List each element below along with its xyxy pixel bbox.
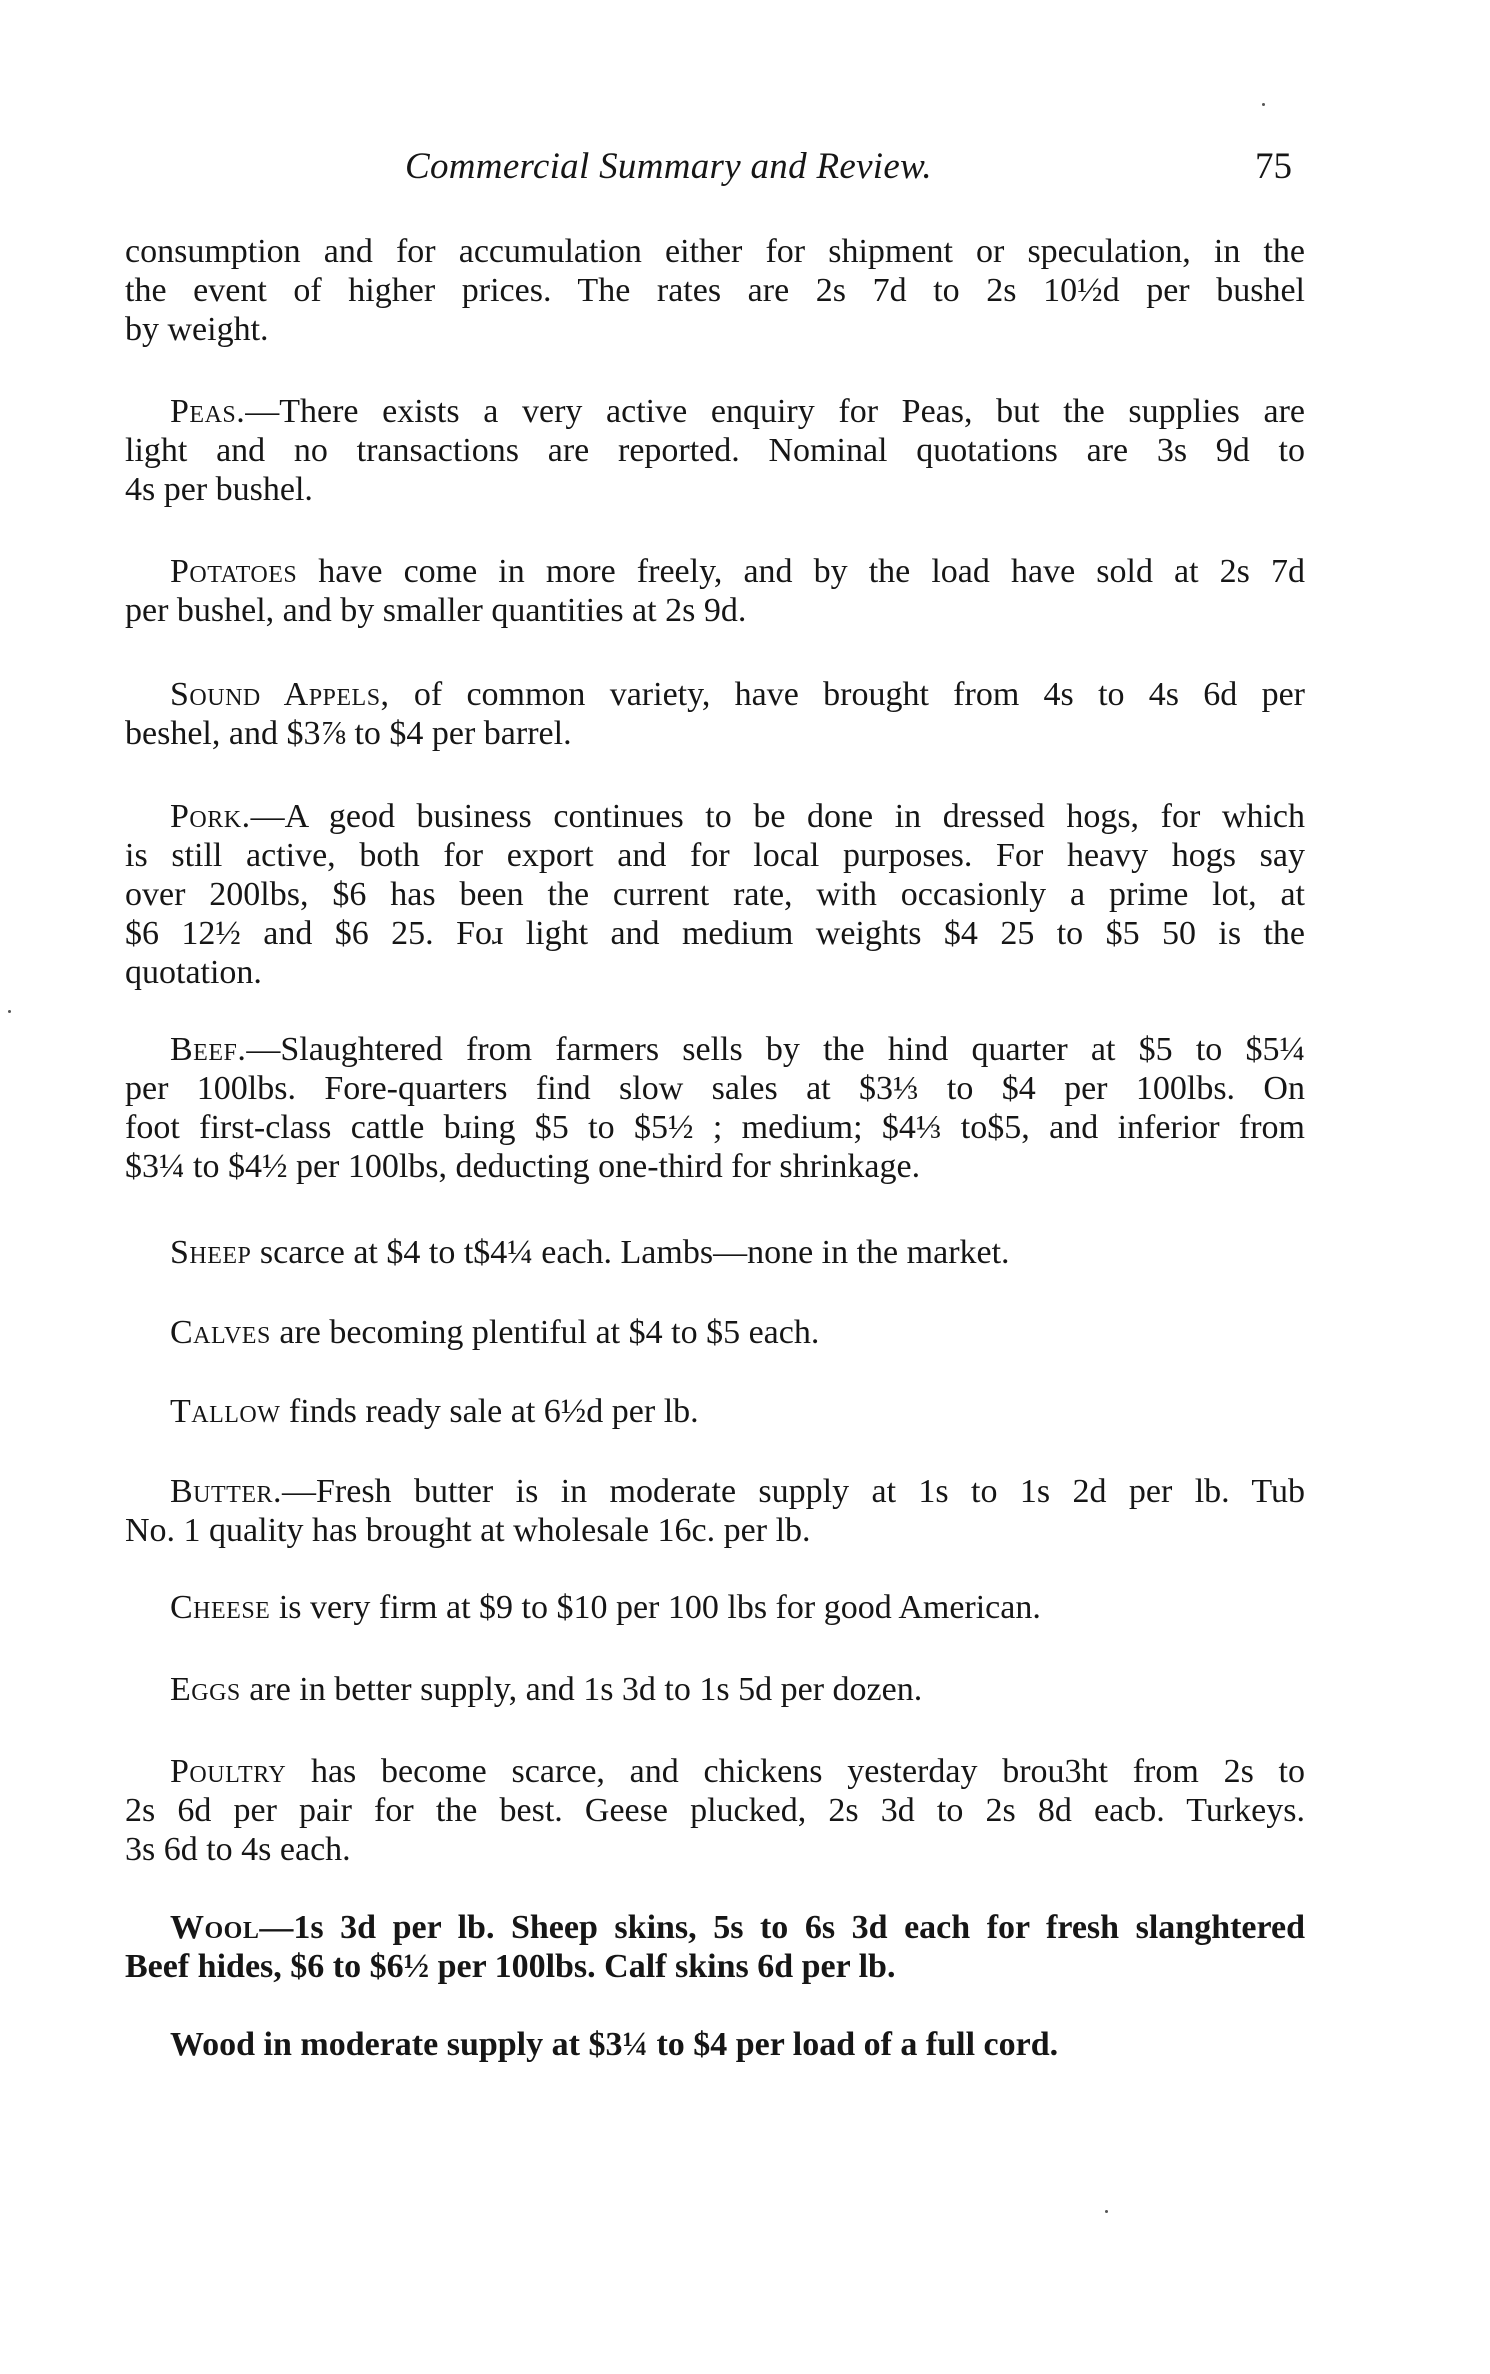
scan-speck — [1105, 2210, 1108, 2213]
paragraph-lead: Butter. — [170, 1473, 282, 1510]
paragraph-lead: Calves — [170, 1314, 271, 1351]
text-line: $6 12½ and $6 25. Foɹ light and medium weights $4 25 to $5 50 is the — [125, 915, 1305, 952]
text-line: —There exists a very active enquiry for Peas, but the supplies are — [245, 393, 1305, 430]
text-line: have come in more freely, and by the load have sold at 2s 7d — [297, 553, 1305, 590]
paragraph-lead: Potatoes — [170, 553, 298, 590]
text-line: consumption and for accumulation either for shipment or speculation, in the — [125, 233, 1305, 270]
text-line: 4s per bushel. — [125, 471, 313, 508]
paragraph-wood — [125, 2025, 1305, 2064]
paragraph-poultry — [125, 1752, 1305, 1869]
text-line: scarce at $4 to t$4¼ each. Lambs—none in the market. — [251, 1234, 1010, 1271]
paragraph-sheep — [125, 1233, 1305, 1272]
scan-speck — [1262, 103, 1265, 106]
text-line: over 200lbs, $6 has been the current rate, with occasionly a prime lot, at — [125, 876, 1305, 913]
text-line: is very firm at $9 to $10 per 100 lbs for good American. — [270, 1589, 1041, 1626]
paragraph-lead: Wool — [170, 1909, 260, 1946]
paragraph-eggs — [125, 1670, 1305, 1709]
text-line: $3¼ to $4½ per 100lbs, deducting one-third for shrinkage. — [125, 1148, 921, 1185]
running-title: Commercial Summary and Review. — [405, 146, 932, 187]
text-line: finds ready sale at 6½d per lb. — [280, 1393, 699, 1430]
text-line: Wood in moderate supply at $3¼ to $4 per load of a full cord. — [170, 2026, 1059, 2063]
page-number: 75 — [1255, 146, 1292, 187]
paragraph-wheat-continuation — [125, 232, 1305, 349]
paragraph-lead: Peas. — [170, 393, 246, 430]
paragraph-lead: Sheep — [170, 1234, 252, 1271]
paragraph-lead: Eggs — [170, 1671, 241, 1708]
text-line: the event of higher prices. The rates are 2s 7d to 2s 10½d per bushel — [125, 272, 1305, 309]
text-line: are becoming plentiful at $4 to $5 each. — [270, 1314, 820, 1351]
text-line: has become scarce, and chickens yesterday brou3ht from 2s to — [286, 1753, 1305, 1790]
paragraph-peas — [125, 392, 1305, 509]
text-line: —A geod business continues to be done in dressed hogs, for which — [250, 798, 1305, 835]
paragraph-butter — [125, 1472, 1305, 1550]
paragraph-lead: Tallow — [170, 1393, 281, 1430]
text-line: Beef hides, $6 to $6½ per 100lbs. Calf skins 6d per lb. — [125, 1948, 896, 1985]
scan-speck — [8, 1010, 11, 1013]
text-line: 2s 6d per pair for the best. Geese plucked, 2s 3d to 2s 8d eacb. Turkeys. — [125, 1792, 1305, 1829]
text-line: are in better supply, and 1s 3d to 1s 5d per dozen. — [240, 1671, 923, 1708]
text-line: per bushel, and by smaller quantities at 2s 9d. — [125, 592, 747, 629]
text-line: quotation. — [125, 954, 262, 991]
text-line: —Slaughtered from farmers sells by the hind quarter at $5 to $5¼ — [246, 1031, 1305, 1068]
text-line: by weight. — [125, 311, 269, 348]
paragraph-wool — [125, 1908, 1305, 1986]
text-line: per 100lbs. Fore-quarters find slow sales at $3⅓ to $4 per 100lbs. On — [125, 1070, 1305, 1107]
paragraph-lead: Beef. — [170, 1031, 247, 1068]
text-line: light and no transactions are reported. Nominal quotations are 3s 9d to — [125, 432, 1305, 469]
paragraph-beef — [125, 1030, 1305, 1186]
text-line: —Fresh butter is in moderate supply at 1s to 1s 2d per lb. Tub — [282, 1473, 1305, 1510]
text-line: foot first-class cattle bɹing $5 to $5½ ; medium; $4⅓ to$5, and inferior from — [125, 1109, 1305, 1146]
text-line: of common variety, have brought from 4s to 4s 6d per — [389, 676, 1305, 713]
text-line: is still active, both for export and for local purposes. For heavy hogs say — [125, 837, 1305, 874]
paragraph-tallow — [125, 1392, 1305, 1431]
text-line: No. 1 quality has brought at wholesale 16c. per lb. — [125, 1512, 811, 1549]
paragraph-lead: Poultry — [170, 1753, 287, 1790]
text-line: —1s 3d per lb. Sheep skins, 5s to 6s 3d each for fresh slanghtered — [259, 1909, 1305, 1946]
paragraph-calves — [125, 1313, 1305, 1352]
paragraph-lead: Sound Appels, — [170, 676, 390, 713]
paragraph-lead: Cheese — [170, 1589, 271, 1626]
paragraph-pork — [125, 797, 1305, 992]
text-line: beshel, and $3⅞ to $4 per barrel. — [125, 715, 572, 752]
paragraph-cheese — [125, 1588, 1305, 1627]
paragraph-lead: Pork. — [170, 798, 251, 835]
paragraph-apples — [125, 675, 1305, 753]
text-line: 3s 6d to 4s each. — [125, 1831, 351, 1868]
paragraph-potatoes — [125, 552, 1305, 630]
